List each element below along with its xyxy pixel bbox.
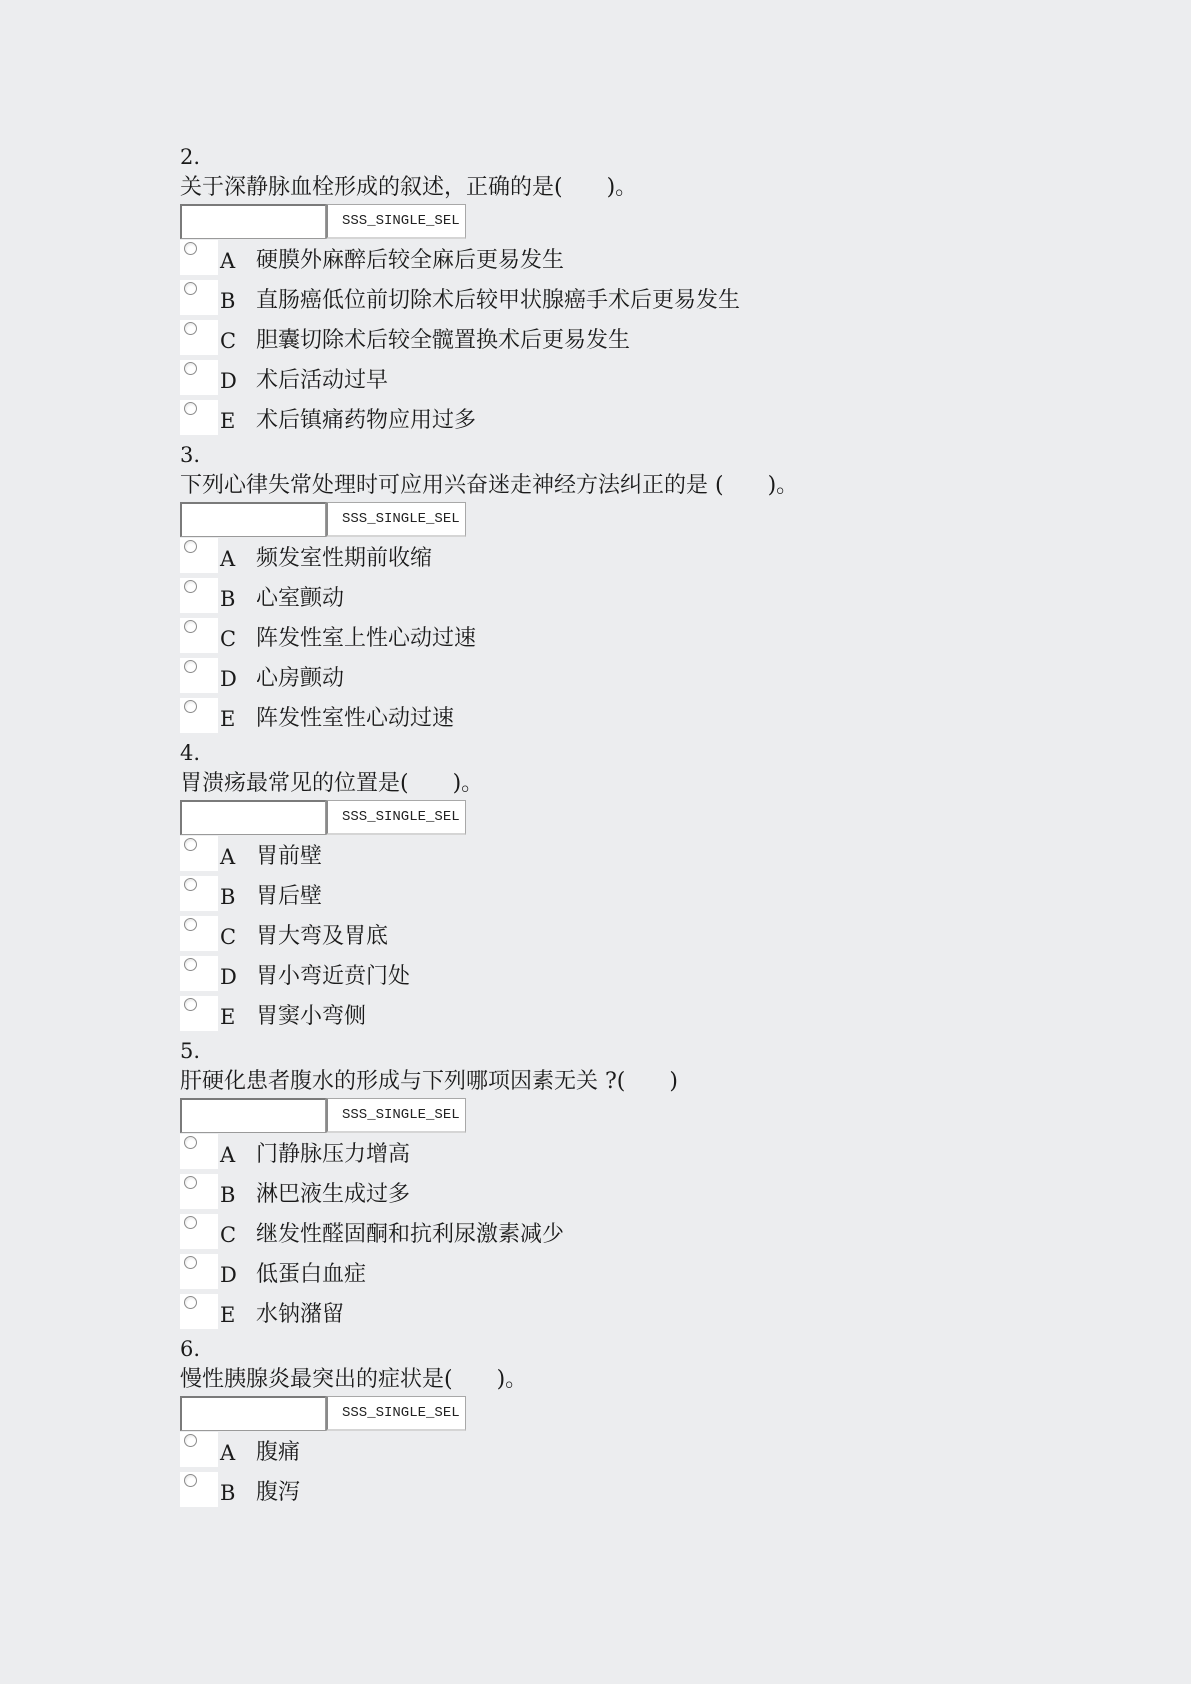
radio-circle-icon <box>184 700 197 713</box>
radio-circle-icon <box>184 958 197 971</box>
radio-button[interactable] <box>180 996 218 1031</box>
option-text: 直肠癌低位前切除术后较甲状腺癌手术后更易发生 <box>256 288 741 313</box>
answer-row <box>180 1098 1160 1133</box>
answer-option[interactable] <box>180 836 1160 876</box>
radio-circle-icon <box>184 1434 197 1447</box>
radio-button[interactable] <box>180 618 218 653</box>
option-letter: A <box>220 1441 236 1465</box>
radio-circle-icon <box>184 242 197 255</box>
option-letter: A <box>220 547 236 571</box>
question-text: 肝硬化患者腹水的形成与下列哪项因素无关 ?( ) <box>180 1069 678 1094</box>
option-letter: B <box>220 289 236 313</box>
radio-button[interactable] <box>180 400 218 435</box>
question-text: 下列心律失常处理时可应用兴奋迷走神经方法纠正的是 ( )。 <box>180 473 799 498</box>
option-text: 胃后壁 <box>256 884 323 909</box>
answer-input[interactable] <box>180 1098 326 1133</box>
question-text: 胃溃疡最常见的位置是( )。 <box>180 771 484 796</box>
quiz-question-list <box>180 142 1160 1512</box>
option-letter: C <box>220 329 237 353</box>
option-letter: D <box>220 1263 237 1287</box>
answer-option[interactable] <box>180 996 1160 1036</box>
question-number: 4. <box>180 741 201 765</box>
radio-button[interactable] <box>180 1174 218 1209</box>
radio-circle-icon <box>184 838 197 851</box>
question-block <box>180 440 1160 738</box>
option-text: 低蛋白血症 <box>256 1262 367 1287</box>
answer-option[interactable] <box>180 1134 1160 1174</box>
radio-circle-icon <box>184 540 197 553</box>
option-letter: D <box>220 369 237 393</box>
answer-option[interactable] <box>180 400 1160 440</box>
answer-input[interactable] <box>180 800 326 835</box>
radio-button[interactable] <box>180 956 218 991</box>
option-text: 胆囊切除术后较全髋置换术后更易发生 <box>256 328 631 353</box>
option-letter: C <box>220 925 237 949</box>
answer-option[interactable] <box>180 876 1160 916</box>
option-letter: C <box>220 627 237 651</box>
radio-circle-icon <box>184 1176 197 1189</box>
question-type-label: SSS_SINGLE_SEL <box>326 502 466 537</box>
answer-option[interactable] <box>180 1294 1160 1334</box>
option-letter: B <box>220 885 236 909</box>
radio-button[interactable] <box>180 1134 218 1169</box>
option-text: 心房颤动 <box>256 666 345 691</box>
answer-option[interactable] <box>180 658 1160 698</box>
answer-option[interactable] <box>180 240 1160 280</box>
option-letter: E <box>220 1005 236 1029</box>
option-letter: D <box>220 965 237 989</box>
question-number: 3. <box>180 443 201 467</box>
radio-circle-icon <box>184 660 197 673</box>
radio-circle-icon <box>184 322 197 335</box>
radio-button[interactable] <box>180 698 218 733</box>
answer-option[interactable] <box>180 360 1160 400</box>
option-letter: E <box>220 1303 236 1327</box>
option-text: 淋巴液生成过多 <box>256 1182 411 1207</box>
radio-button[interactable] <box>180 538 218 573</box>
option-text: 阵发性室性心动过速 <box>256 706 455 731</box>
option-text: 阵发性室上性心动过速 <box>256 626 477 651</box>
question-text: 慢性胰腺炎最突出的症状是( )。 <box>180 1367 528 1392</box>
radio-circle-icon <box>184 362 197 375</box>
option-letter: A <box>220 845 236 869</box>
radio-circle-icon <box>184 1216 197 1229</box>
radio-button[interactable] <box>180 240 218 275</box>
answer-row <box>180 800 1160 835</box>
option-letter: D <box>220 667 237 691</box>
radio-button[interactable] <box>180 916 218 951</box>
answer-row <box>180 204 1160 239</box>
option-text: 胃小弯近贲门处 <box>256 964 411 989</box>
radio-button[interactable] <box>180 320 218 355</box>
radio-button[interactable] <box>180 1472 218 1507</box>
option-letter: E <box>220 409 236 433</box>
question-type-label: SSS_SINGLE_SEL <box>326 800 466 835</box>
answer-row <box>180 502 1160 537</box>
option-letter: C <box>220 1223 237 1247</box>
option-text: 腹痛 <box>256 1440 301 1465</box>
option-letter: A <box>220 1143 236 1167</box>
answer-option[interactable] <box>180 320 1160 360</box>
question-block <box>180 1334 1160 1512</box>
radio-button[interactable] <box>180 836 218 871</box>
radio-circle-icon <box>184 1474 197 1487</box>
option-text: 胃窦小弯侧 <box>256 1004 367 1029</box>
question-number: 2. <box>180 145 201 169</box>
question-number: 5. <box>180 1039 201 1063</box>
radio-button[interactable] <box>180 658 218 693</box>
option-text: 门静脉压力增高 <box>256 1142 411 1167</box>
answer-option[interactable] <box>180 1174 1160 1214</box>
option-letter: A <box>220 249 236 273</box>
question-type-label: SSS_SINGLE_SEL <box>326 204 466 239</box>
radio-circle-icon <box>184 580 197 593</box>
question-number: 6. <box>180 1337 201 1361</box>
question-type-label: SSS_SINGLE_SEL <box>326 1098 466 1133</box>
answer-option[interactable] <box>180 618 1160 658</box>
answer-option[interactable] <box>180 578 1160 618</box>
option-text: 腹泻 <box>256 1480 301 1505</box>
radio-button[interactable] <box>180 1294 218 1329</box>
answer-input[interactable] <box>180 502 326 537</box>
question-type-label: SSS_SINGLE_SEL <box>326 1396 466 1431</box>
radio-circle-icon <box>184 402 197 415</box>
radio-circle-icon <box>184 998 197 1011</box>
option-text: 频发室性期前收缩 <box>256 546 433 571</box>
option-text: 术后镇痛药物应用过多 <box>256 408 477 433</box>
answer-option[interactable] <box>180 280 1160 320</box>
radio-circle-icon <box>184 282 197 295</box>
radio-circle-icon <box>184 878 197 891</box>
answer-option[interactable] <box>180 538 1160 578</box>
option-text: 术后活动过早 <box>256 368 389 393</box>
question-block <box>180 738 1160 1036</box>
answer-row <box>180 1396 1160 1431</box>
option-text: 胃前壁 <box>256 844 323 869</box>
radio-circle-icon <box>184 918 197 931</box>
option-letter: B <box>220 1481 236 1505</box>
question-text: 关于深静脉血栓形成的叙述，正确的是( )。 <box>180 175 638 200</box>
answer-option[interactable] <box>180 916 1160 956</box>
radio-circle-icon <box>184 1296 197 1309</box>
option-letter: B <box>220 1183 236 1207</box>
radio-button[interactable] <box>180 1254 218 1289</box>
option-text: 水钠潴留 <box>256 1302 345 1327</box>
radio-button[interactable] <box>180 876 218 911</box>
question-block <box>180 1036 1160 1334</box>
answer-option[interactable] <box>180 1214 1160 1254</box>
answer-input[interactable] <box>180 204 326 239</box>
radio-circle-icon <box>184 620 197 633</box>
radio-button[interactable] <box>180 578 218 613</box>
answer-option[interactable] <box>180 1254 1160 1294</box>
answer-option[interactable] <box>180 1432 1160 1472</box>
option-text: 继发性醛固酮和抗利尿激素减少 <box>256 1222 565 1247</box>
radio-button[interactable] <box>180 360 218 395</box>
option-text: 硬膜外麻醉后较全麻后更易发生 <box>256 248 565 273</box>
option-text: 胃大弯及胃底 <box>256 924 389 949</box>
radio-button[interactable] <box>180 280 218 315</box>
option-text: 心室颤动 <box>256 586 345 611</box>
answer-option[interactable] <box>180 698 1160 738</box>
option-letter: E <box>220 707 236 731</box>
question-block <box>180 142 1160 440</box>
radio-button[interactable] <box>180 1432 218 1467</box>
option-letter: B <box>220 587 236 611</box>
answer-option[interactable] <box>180 956 1160 996</box>
radio-circle-icon <box>184 1136 197 1149</box>
radio-button[interactable] <box>180 1214 218 1249</box>
answer-option[interactable] <box>180 1472 1160 1512</box>
answer-input[interactable] <box>180 1396 326 1431</box>
radio-circle-icon <box>184 1256 197 1269</box>
